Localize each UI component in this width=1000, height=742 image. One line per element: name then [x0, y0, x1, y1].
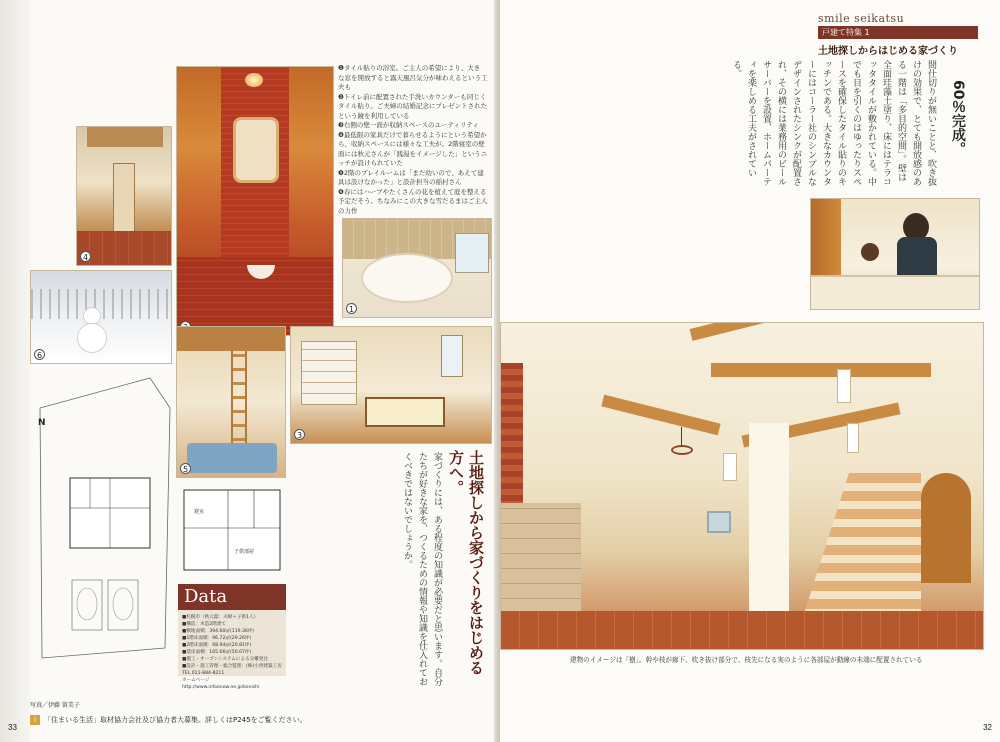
caption-5: ❺2階のプレイルームは「まだ幼いので、あえて建具は設けなかった」と設計担当の稲村さん — [338, 168, 484, 186]
photo-snowman: 6 — [30, 270, 172, 364]
caption-1: ❶タイル貼りの浴室。ご主人の希望により、大き な窓を開放すると露天風呂気分が味わえるという工夫も — [338, 64, 488, 91]
north-arrow-icon: N — [38, 418, 46, 428]
data-box-lines — [182, 614, 286, 691]
section-label: 戸建て特集 1 — [818, 26, 978, 39]
photo-caption: 建物のイメージは「樹」。幹や枝が廊下、吹き抜け部分で、枝先になる実のように各部屋が動線の末端に配置されている — [570, 656, 923, 664]
right-body-continued — [500, 60, 640, 314]
floorplan-label-bedroom: 寝室 — [194, 509, 205, 515]
article-title: 土地探しからはじめる家づくり — [818, 46, 958, 57]
data-line: ■構造：木造2階建て — [182, 622, 227, 627]
data-line: ■札幌市（秋元邸：夫婦＋子供1人） — [182, 615, 259, 620]
footer-text: 「住まいる生活」取材協力会社及び協力者大募集。詳しくはP245をご覧ください。 — [44, 716, 307, 724]
photo-bedroom: 3 — [290, 326, 492, 444]
series-label: smile seikatsu — [818, 12, 905, 25]
caption-2: ❷トイレ前に配置された手洗いカウンターも同じくタイル貼り。ご夫婦の結婚記念にプレゼントされたという鏡を利用している — [338, 92, 488, 120]
page-edge — [0, 0, 30, 742]
site-plan — [30, 368, 180, 668]
floor-plan-2f — [178, 484, 286, 580]
data-line: ■設計・施工管理・総合監理：(株)小西建築工房 — [182, 664, 282, 669]
page-number-left: 33 — [8, 723, 17, 732]
right-body-text: 間仕切りが無いことと、吹き抜けの効果で、とても開放感のある一階は「多目的空間」。壁は全面珪藻土塗り、床にはテラコッタタイルが敷かれている。中でも目を引くのはゆったりスペースを確保したタイル貼りのキッチンである。大きなカウンターにはコーラー社のシンプルなデザインされたシンクが配置され、その横には業務用のビールサーバーを設置、ホームパーティを楽しめる工夫がされている。 — [731, 60, 936, 186]
left-page — [0, 0, 497, 742]
data-line: ■1階床面積：96.72㎡(29.26坪) — [182, 636, 252, 641]
highlight-text: 60％完成。 — [950, 80, 966, 156]
data-line: ■2階床面積：68.94㎡(20.81坪) — [182, 643, 252, 648]
photo-bathtub: 1 — [342, 218, 492, 318]
data-box-title: Data — [178, 584, 286, 610]
info-icon: i — [30, 715, 40, 725]
caption-6: ❻春にはハーブやたくさんの花を植えて庭を整える予定だそう。ちなみにこの大きな雪だるまはご主人の力作 — [338, 187, 488, 215]
data-line: ホームページ http://www.infoonow.ne.jp/konishi — [182, 678, 260, 690]
footer-banner — [30, 714, 330, 726]
caption-3: ❸右側の壁一面が収納スペースのユーティリティ — [338, 121, 479, 129]
photo-family — [810, 198, 980, 310]
photo-wash-counter — [176, 66, 334, 336]
photo-hallway: 4 — [76, 126, 172, 266]
floorplan-label-kids: 子供部屋 — [234, 549, 255, 555]
photo-captions — [338, 64, 488, 216]
photo-credit: 写真／伊藤 留美子 — [30, 702, 80, 709]
photo-interior-atrium — [500, 322, 984, 650]
right-page — [500, 0, 1000, 742]
left-body-text: 家づくりには、ある程度の知識が必要だと思います。自分たちが好きな家を、つくるための情報や知識を仕入れておくべきではないでしょうか。 — [402, 452, 442, 686]
caption-4: ❹最低限の家具だけで暮らせるようにという希望から、収納スペースには様々な工夫が。2階寝室の壁面には秋元さんが「銭湯をイメージした」というニッチが設けられていた — [338, 130, 488, 167]
left-headline: 土地探しから家づくりをはじめる方へ。 — [447, 450, 485, 675]
data-line: TEL 011-884-8211 — [182, 671, 225, 676]
data-line: ■延床面積：165.66㎡(50.07坪) — [182, 650, 252, 655]
data-line: ■敷地面積：394.60㎡(119.36坪) — [182, 629, 255, 634]
photo-playroom: 5 — [176, 326, 286, 478]
data-line: ■施工・オープンシステムによる分離発注 — [182, 657, 269, 662]
page-number-right: 32 — [983, 723, 992, 732]
